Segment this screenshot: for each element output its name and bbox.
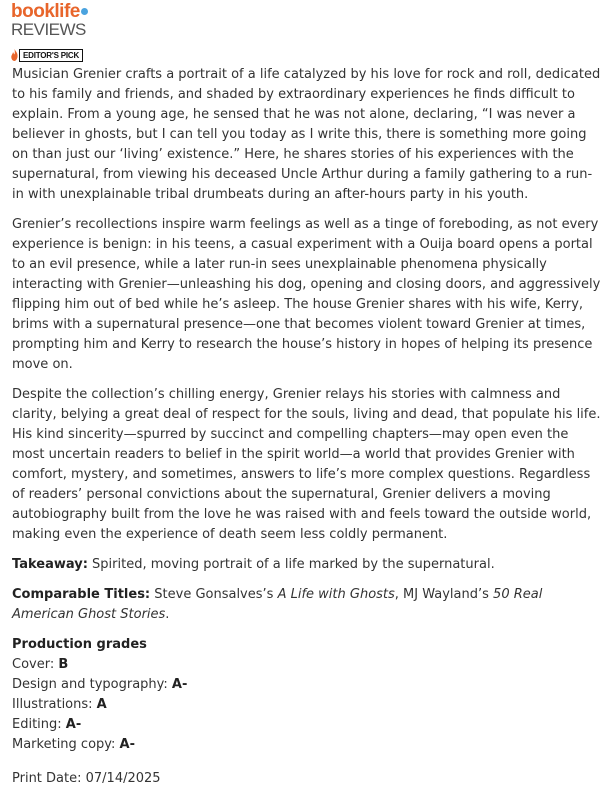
grade-value: A- xyxy=(119,737,136,752)
grade-value: A xyxy=(96,697,107,712)
grade-row xyxy=(12,695,602,715)
logo-bottom-text: REVIEWS xyxy=(11,20,86,39)
comparable-sep: , MJ Wayland’s xyxy=(394,587,494,602)
logo-dot-icon xyxy=(81,8,88,15)
grades-heading: Production grades xyxy=(12,637,147,652)
takeaway-label: Takeaway: xyxy=(12,557,88,572)
comparable-end: . xyxy=(165,607,170,622)
production-grades xyxy=(12,635,602,755)
flame-icon xyxy=(11,49,18,61)
comparable-titles xyxy=(12,585,602,625)
comparable-label: Comparable Titles: xyxy=(12,587,151,602)
editors-pick-label: EDITOR'S PICK xyxy=(19,49,83,62)
grade-label: Design and typography: xyxy=(12,677,172,692)
grade-label: Editing: xyxy=(12,717,66,732)
review-paragraph-3: Despite the collection’s chilling energy, Grenier relays his stories with calmness and clarity, belying a great deal of respect for the souls, living and dead, that populate his life. His kind sincerity—spurred by succinct and compelling chapters—may open even the most uncertain readers to belief in the spirit world—a world that provides Grenier with comfort, mystery, and sometimes, answers to life’s more complex questions. Regardless of readers’ personal convictions about the supernatural, Grenier delivers a moving autobiography built from the love he was raised with and feels toward the outside world, making even the experience of death seem less coldly permanent. xyxy=(12,387,601,542)
grade-row xyxy=(12,715,602,735)
grade-label: Cover: xyxy=(12,657,59,672)
grade-row xyxy=(12,675,602,695)
comparable-author1: Steve Gonsalves’s xyxy=(150,587,278,602)
grade-row xyxy=(12,735,602,755)
grade-value: A- xyxy=(171,677,188,692)
review-body xyxy=(12,65,602,789)
takeaway-text: Spirited, moving portrait of a life marked by the supernatural. xyxy=(87,557,495,572)
comparable-title-2: 50 Real American Ghost Stories xyxy=(12,587,543,622)
grade-label: Illustrations: xyxy=(12,697,97,712)
grade-value: A- xyxy=(65,717,82,732)
grade-label: Marketing copy: xyxy=(12,737,120,752)
editors-pick-badge xyxy=(11,48,83,62)
print-date: Print Date: 07/14/2025 xyxy=(12,771,161,786)
logo-top-text: booklife xyxy=(11,1,80,22)
review-paragraph-2: Grenier’s recollections inspire warm feelings as well as a tinge of foreboding, as not every experience is benign: in his teens, a casual experiment with a Ouija board opens a portal to an evil presence, while a later run-in sees unexplainable phenomena physically interacting with Grenier—unleashing his dog, opening and closing doors, and aggressively flipping him out of bed while he’s asleep. The house Grenier shares with his wife, Kerry, brims with a supernatural presence—one that becomes violent toward Grenier at times, prompting him and Kerry to research the house’s history in hopes of helping its presence move on. xyxy=(12,217,601,372)
review-paragraph-1: Musician Grenier crafts a portrait of a life catalyzed by his love for rock and roll, dedicated to his family and friends, and shaded by extraordinary experiences he finds difficult to explain. From a young age, he sensed that he was not alone, declaring, “I was never a believer in ghosts, but I can tell you today as I write this, there is something more going on than just our ‘living’ existence.” Here, he shares stories of his experiences with the supernatural, from viewing his deceased Uncle Arthur during a family gathering to a run-in with unexplainable tribal drumbeats during an after-hours party in his youth. xyxy=(12,67,601,202)
booklife-reviews-logo xyxy=(11,2,101,42)
grade-row xyxy=(12,655,602,675)
grade-value: B xyxy=(58,657,69,672)
comparable-title-1: A Life with Ghosts xyxy=(277,587,395,602)
takeaway xyxy=(12,555,602,575)
